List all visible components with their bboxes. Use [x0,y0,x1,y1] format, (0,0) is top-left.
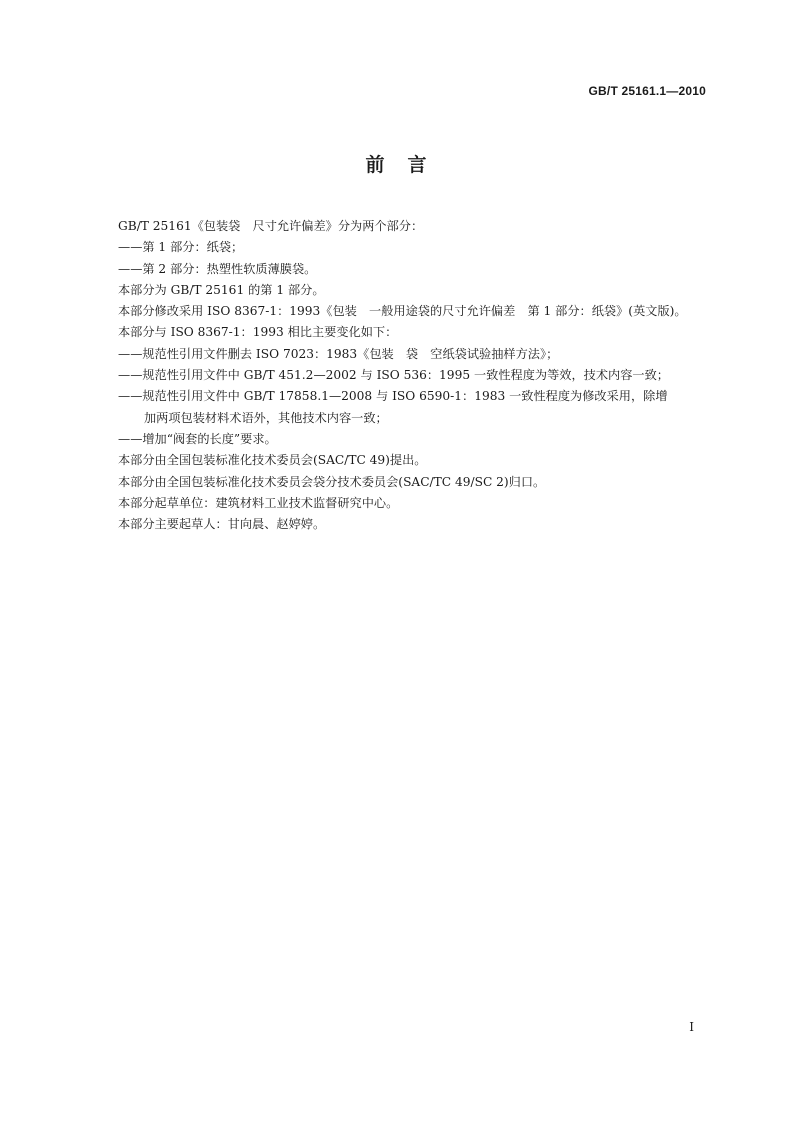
paragraph-changes-intro: 本部分与 ISO 8367-1：1993 相比主要变化如下： [118,325,398,340]
paragraph-drafters: 本部分主要起草人：甘向晨、赵婷婷。 [118,517,326,532]
list-item-change-2: ——规范性引用文件中 GB/T 451.2—2002 与 ISO 536：1995 一致性程度为等效，技术内容一致； [118,368,669,383]
paragraph-1: GB/T 25161《包装袋 尺寸允许偏差》分为两个部分： [118,219,424,233]
page-title: 前 言 [365,154,429,176]
paragraph-part-statement: 本部分为 GB/T 25161 的第 1 部分。 [118,282,325,297]
standard-code: GB/T 25161.1—2010 [588,84,706,98]
list-item-change-1: ——规范性引用文件删去 ISO 7023：1983《包装 袋 空纸袋试验抽样方法》； [118,346,559,361]
list-item-part-2: ——第 2 部分：热塑性软质薄膜袋。 [118,261,317,276]
paragraph-adoption: 本部分修改采用 ISO 8367-1：1993《包装 一般用途袋的尺寸允许偏差 第 1 部分：纸袋》(英文版)。 [118,304,687,319]
paragraph-proposed-by: 本部分由全国包装标准化技术委员会(SAC/TC 49)提出。 [118,453,427,468]
list-item-part-1: ——第 1 部分：纸袋； [118,240,244,255]
list-item-change-4: ——增加“阀套的长度”要求。 [118,431,277,446]
paragraph-managed-by: 本部分由全国包装标准化技术委员会袋分技术委员会(SAC/TC 49/SC 2)归口。 [118,474,546,489]
paragraph-drafting-unit: 本部分起草单位：建筑材料工业技术监督研究中心。 [118,495,399,510]
list-item-change-3-continued: 加两项包装材料术语外，其他技术内容一致； [144,410,388,425]
foreword-body [118,216,708,535]
list-item-change-3: ——规范性引用文件中 GB/T 17858.1—2008 与 ISO 6590-1：1983 一致性程度为修改采用，除增 [118,389,668,404]
page-number: I [689,1020,694,1034]
